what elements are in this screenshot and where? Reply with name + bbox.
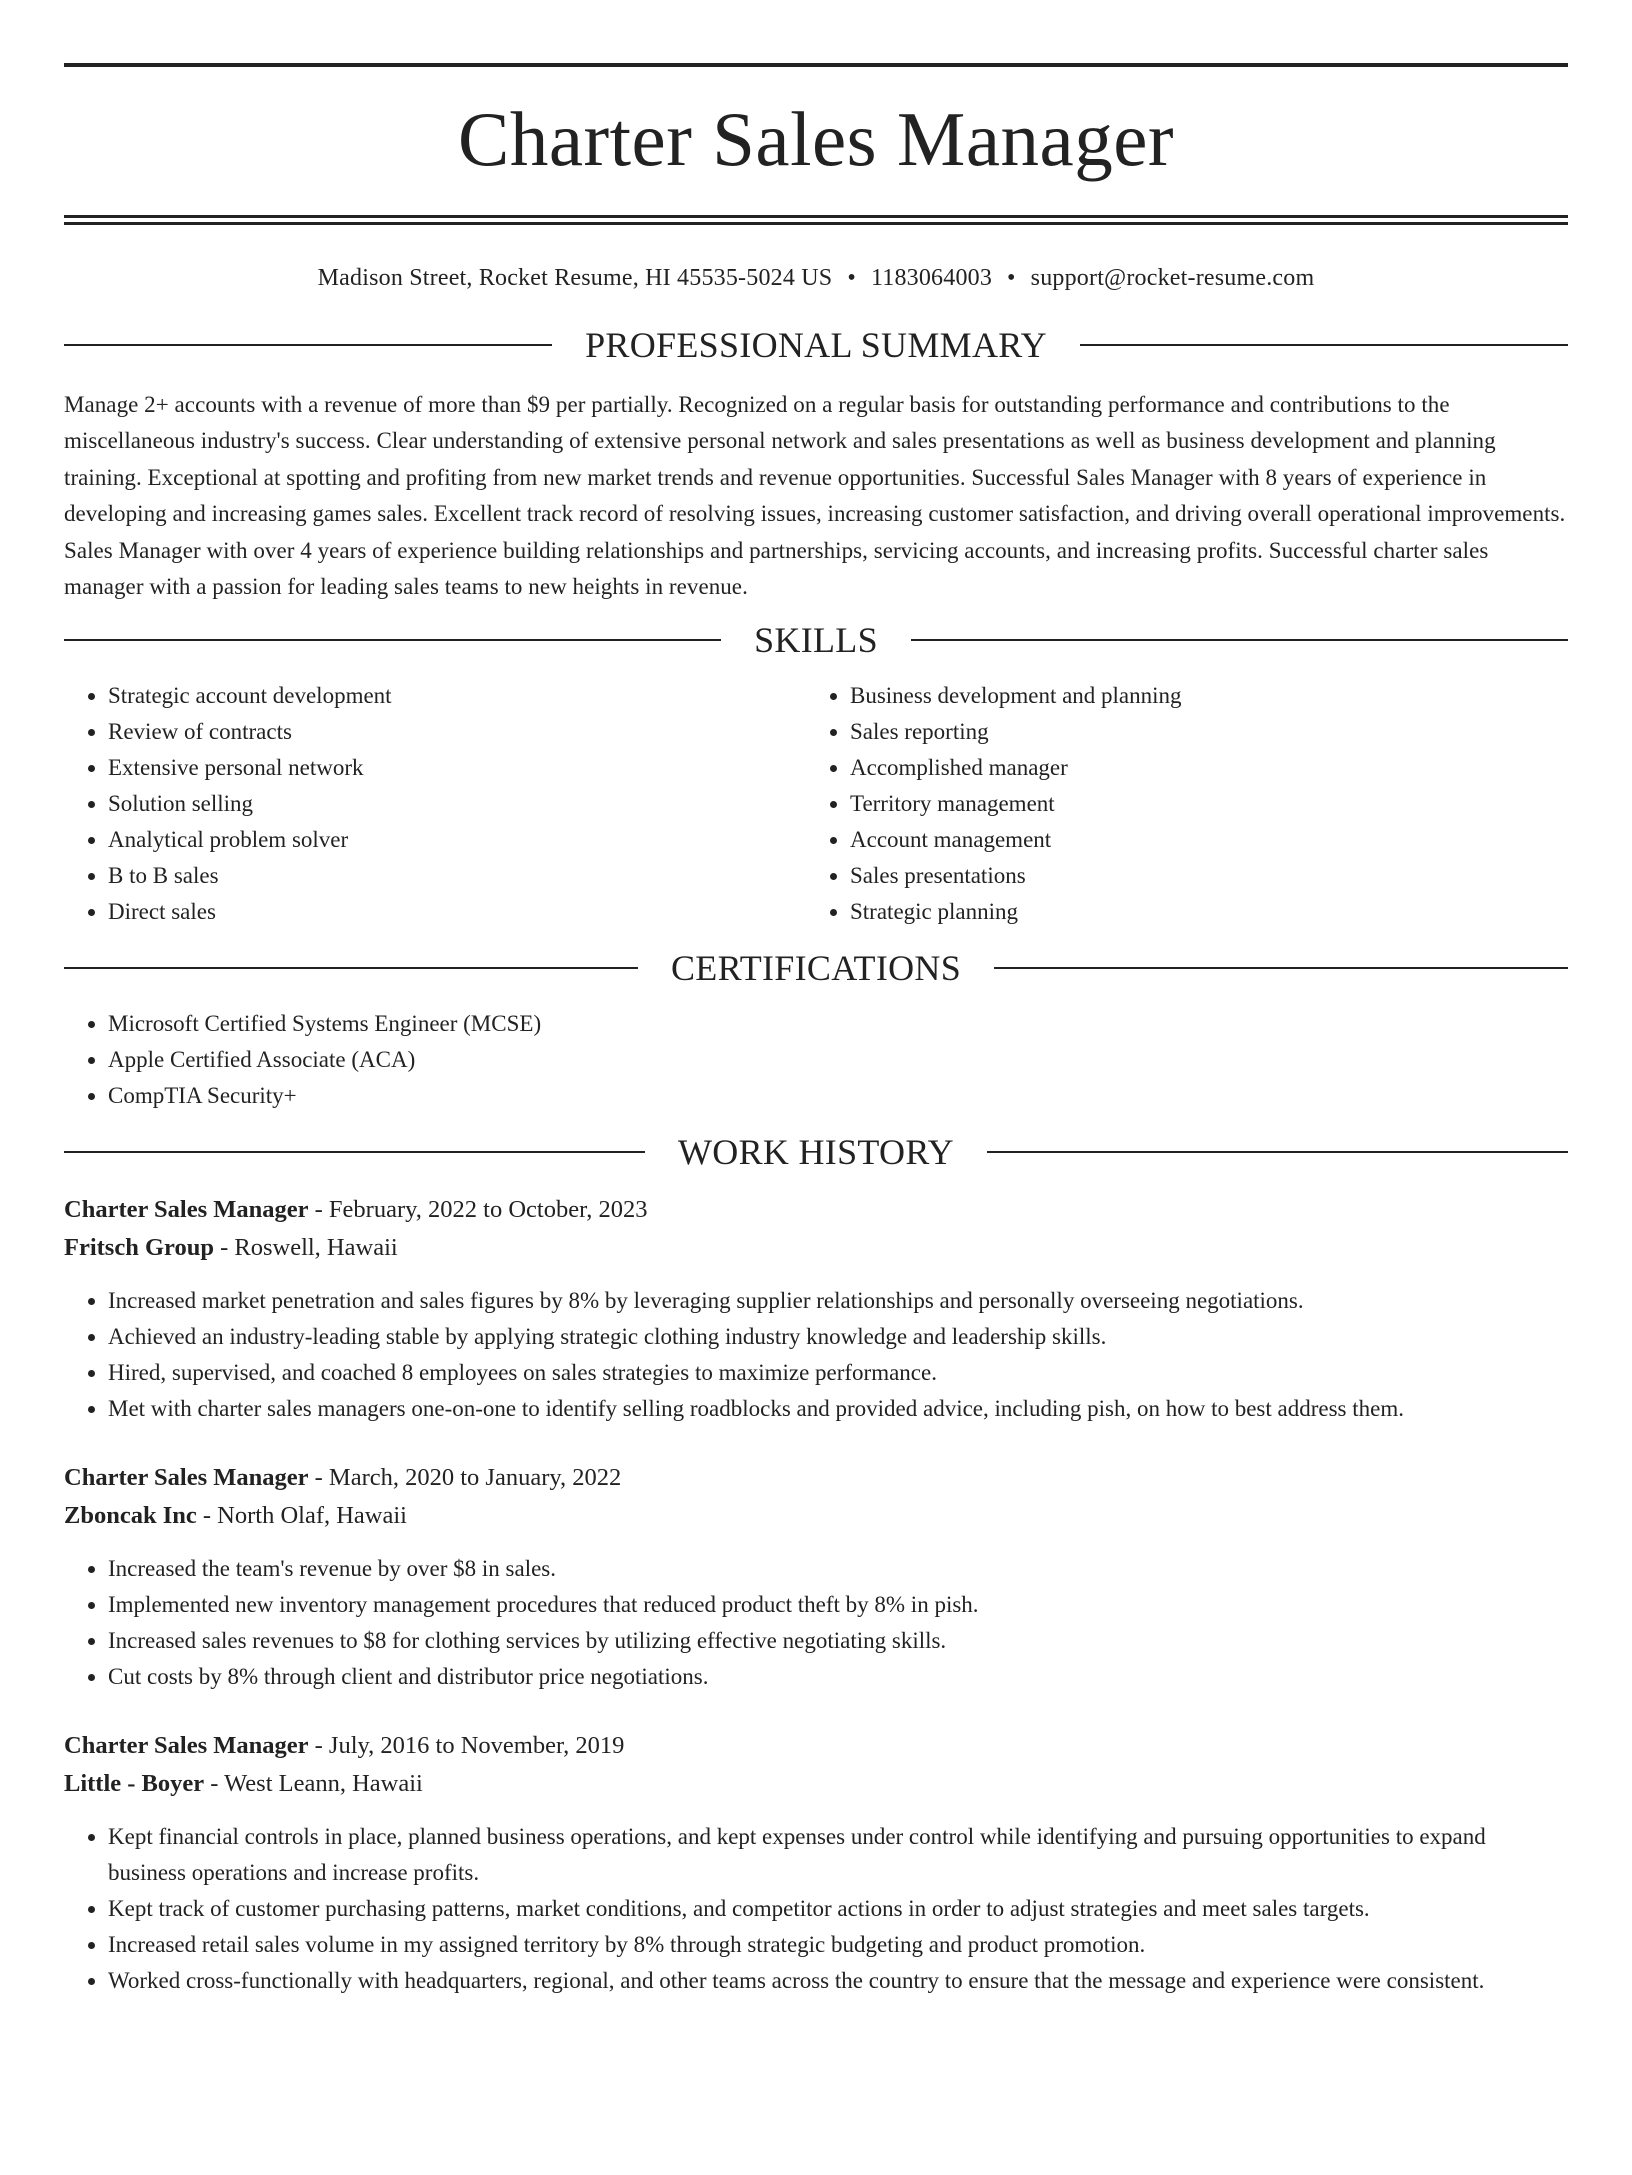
skill-item: • Extensive personal network [108, 750, 806, 786]
top-rule [64, 63, 1568, 67]
skills-column-right [806, 678, 1568, 930]
heading-rule [64, 639, 721, 641]
skills-heading-title: SKILLS [754, 619, 878, 660]
job-company-line [64, 1765, 1568, 1803]
job-role: Charter Sales Manager [64, 1463, 309, 1491]
skill-item: • Territory management [850, 786, 1568, 822]
job-dates: - March, 2020 to January, 2022 [308, 1463, 622, 1491]
skill-item: • Strategic planning [850, 894, 1568, 930]
skill-item: • Account management [850, 822, 1568, 858]
job-bullet: • Worked cross-functionally with headquarters, regional, and other teams across the country to ensure that the message and experience were consistent. [108, 1963, 1568, 1999]
skill-item: • Business development and planning [850, 678, 1568, 714]
job-bullets [64, 1283, 1568, 1427]
skills-column-left [64, 678, 806, 930]
skill-item: • Sales presentations [850, 858, 1568, 894]
job-company: Fritsch Group [64, 1233, 214, 1261]
certification-item: • CompTIA Security+ [108, 1078, 1568, 1114]
job-title-line [64, 1191, 1568, 1229]
summary-heading-title: PROFESSIONAL SUMMARY [585, 324, 1047, 365]
summary-heading [64, 324, 1568, 365]
contact-address: Madison Street, Rocket Resume, HI 45535-5024 US [317, 265, 833, 291]
skill-item: • B to B sales [108, 858, 806, 894]
certifications-list [64, 1006, 1568, 1114]
job-bullet: • Met with charter sales managers one-on-one to identify selling roadblocks and provided advice, including pish, on how to best address them. [108, 1391, 1568, 1427]
job-company-line [64, 1497, 1568, 1535]
job-title-line [64, 1459, 1568, 1497]
job-entry [64, 1727, 1568, 1999]
job-bullet: • Cut costs by 8% through client and distributor price negotiations. [108, 1659, 1568, 1695]
heading-rule [64, 967, 638, 969]
skill-item: • Sales reporting [850, 714, 1568, 750]
job-company: Zboncak Inc [64, 1501, 197, 1529]
certification-item: • Microsoft Certified Systems Engineer (MCSE) [108, 1006, 1568, 1042]
skills-heading [64, 619, 1568, 660]
job-dates: - July, 2016 to November, 2019 [308, 1731, 625, 1759]
skill-item: • Solution selling [108, 786, 806, 822]
header-double-rule [64, 215, 1568, 225]
job-title-line [64, 1727, 1568, 1765]
certifications-heading-title: CERTIFICATIONS [670, 947, 962, 988]
job-role: Charter Sales Manager [64, 1731, 309, 1759]
job-location: - Roswell, Hawaii [213, 1233, 398, 1261]
skill-item: • Accomplished manager [850, 750, 1568, 786]
skills-grid [64, 678, 1568, 930]
certification-item: • Apple Certified Associate (ACA) [108, 1042, 1568, 1078]
heading-rule [987, 1151, 1568, 1153]
heading-rule [994, 967, 1568, 969]
job-entry [64, 1191, 1568, 1427]
heading-rule [911, 639, 1568, 641]
skill-item: • Direct sales [108, 894, 806, 930]
resume-name: Charter Sales Manager [457, 96, 1175, 182]
job-entry [64, 1459, 1568, 1695]
job-bullet: • Hired, supervised, and coached 8 employees on sales strategies to maximize performance. [108, 1355, 1568, 1391]
heading-rule [64, 344, 552, 346]
job-bullet: • Implemented new inventory management procedures that reduced product theft by 8% in pish. [108, 1587, 1568, 1623]
skill-item: • Strategic account development [108, 678, 806, 714]
heading-rule [64, 1151, 645, 1153]
contact-email: support@rocket-resume.com [1030, 265, 1315, 291]
job-company: Little - Boyer [64, 1769, 205, 1797]
job-dates: - February, 2022 to October, 2023 [308, 1195, 648, 1223]
work-history-heading [64, 1131, 1568, 1172]
contact-separator: • [1007, 265, 1016, 291]
skill-item: • Review of contracts [108, 714, 806, 750]
contact-line [64, 264, 1568, 293]
job-bullet: • Kept track of customer purchasing patterns, market conditions, and competitor actions in order to adjust strategies and meet sales targets. [108, 1891, 1568, 1927]
job-bullet: • Increased sales revenues to $8 for clothing services by utilizing effective negotiating skills. [108, 1623, 1568, 1659]
skills-list-left [64, 678, 806, 930]
heading-rule [1080, 344, 1568, 346]
job-bullet: • Kept financial controls in place, planned business operations, and kept expenses under control while identifying and pursuing opportunities to expand business operations and increase profits. [108, 1819, 1568, 1891]
job-bullet: • Increased the team's revenue by over $8 in sales. [108, 1551, 1568, 1587]
summary-text: Manage 2+ accounts with a revenue of more than $9 per partially. Recognized on a regular basis for outstanding performance and contributions to the miscellaneous industry's success. Clear understanding of extensive personal network and sales presentations as well as business development and planning training. Exceptional at spotting and profiting from new market trends and revenue opportunities. Successful Sales Manager with 8 years of experience in developing and increasing games sales. Excellent track record of resolving issues, increasing customer satisfaction, and driving overall operational improvements. Sales Manager with over 4 years of experience building relationships and partnerships, servicing accounts, and increasing profits. Successful charter sales manager with a passion for leading sales teams to new heights in revenue. [64, 391, 1566, 600]
job-location: - North Olaf, Hawaii [196, 1501, 407, 1529]
job-role: Charter Sales Manager [64, 1195, 309, 1223]
job-company-line [64, 1229, 1568, 1267]
skill-item: • Analytical problem solver [108, 822, 806, 858]
job-bullets [64, 1819, 1568, 1999]
contact-separator: • [847, 265, 856, 291]
certifications-heading [64, 947, 1568, 988]
work-history-heading-title: WORK HISTORY [678, 1131, 954, 1172]
job-bullet: • Increased retail sales volume in my assigned territory by 8% through strategic budgeting and product promotion. [108, 1927, 1568, 1963]
contact-phone: 1183064003 [870, 265, 993, 291]
skills-list-right [806, 678, 1568, 930]
resume-page [0, 63, 1632, 2175]
job-bullet: • Achieved an industry-leading stable by applying strategic clothing industry knowledge and leadership skills. [108, 1319, 1568, 1355]
job-bullet: • Increased market penetration and sales figures by 8% by leveraging supplier relationships and personally overseeing negotiations. [108, 1283, 1568, 1319]
job-bullets [64, 1551, 1568, 1695]
job-location: - West Leann, Hawaii [204, 1769, 423, 1797]
